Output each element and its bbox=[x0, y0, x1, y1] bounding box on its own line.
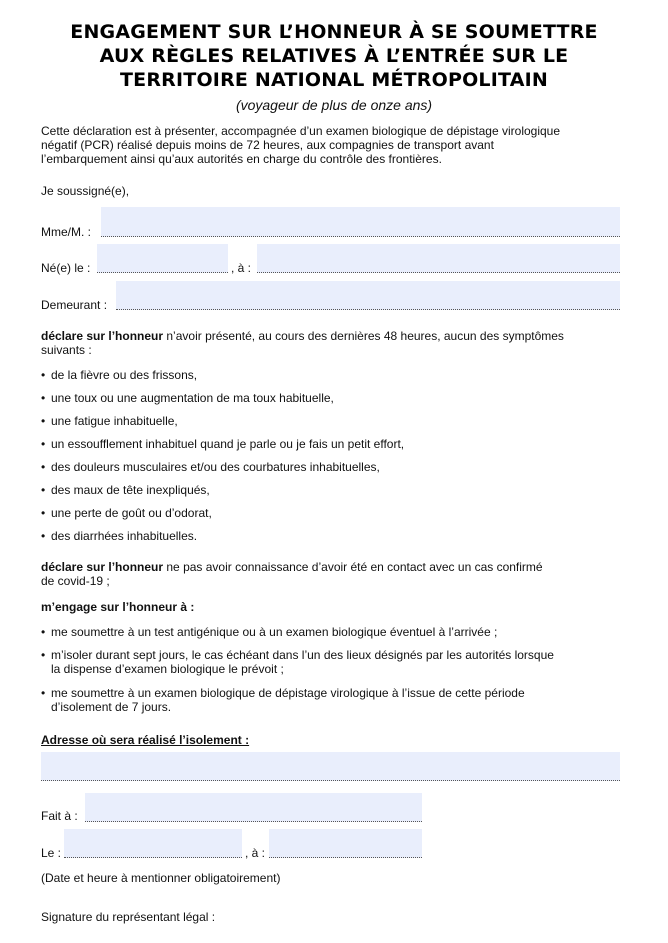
name-label: Mme/M. : bbox=[41, 225, 91, 239]
title-line: AUX RÈGLES RELATIVES À L’ENTRÉE SUR LE bbox=[99, 45, 569, 67]
symptom-text: de la fièvre ou des frissons, bbox=[51, 368, 198, 382]
intro-line: Cette déclaration est à présenter, accompagnée d’un examen biologique de dépistage virologique bbox=[41, 124, 561, 138]
bullet-mark: • bbox=[41, 391, 46, 405]
declare-text-line2: de covid-19 ; bbox=[41, 574, 110, 588]
engage-heading: m’engage sur l’honneur à : bbox=[41, 600, 195, 614]
declare-text: ne pas avoir connaissance d’avoir été en contact avec un cas confirmé bbox=[163, 560, 543, 574]
birth-date-label: Né(e) le : bbox=[41, 261, 91, 275]
declaration-symptoms bbox=[41, 329, 631, 357]
bullet-mark: • bbox=[41, 460, 46, 474]
symptom-text: des maux de tête inexpliqués, bbox=[51, 483, 210, 497]
declaration-contact bbox=[41, 560, 631, 588]
title-line: TERRITOIRE NATIONAL MÉTROPOLITAIN bbox=[120, 69, 548, 91]
date-field[interactable] bbox=[64, 829, 242, 858]
declare-bold: déclare sur l’honneur bbox=[41, 329, 164, 343]
bullet-mark: • bbox=[41, 483, 46, 497]
bullet-mark: • bbox=[41, 414, 46, 428]
birth-place-field[interactable] bbox=[257, 244, 620, 273]
form-subtitle: (voyageur de plus de onze ans) bbox=[235, 97, 433, 113]
bullet-mark: • bbox=[41, 686, 46, 700]
engagement-item bbox=[41, 625, 497, 639]
intro-line: l’embarquement ainsi qu’aux autorités en charge du contrôle des frontières. bbox=[41, 152, 442, 166]
fait-a-label: Fait à : bbox=[41, 809, 78, 823]
symptom-item bbox=[41, 460, 380, 474]
symptom-item bbox=[41, 506, 212, 520]
date-note: (Date et heure à mentionner obligatoirement) bbox=[41, 871, 281, 885]
engagement-text-cont: la dispense d’examen biologique le prévoit ; bbox=[51, 662, 284, 676]
engagement-text: me soumettre à un examen biologique de dépistage virologique à l’issue de cette période bbox=[51, 686, 525, 700]
time-field[interactable] bbox=[269, 829, 422, 858]
bullet-mark: • bbox=[41, 529, 46, 543]
engagement-text: m’isoler durant sept jours, le cas échéant dans l’un des lieux désignés par les autorités lorsque bbox=[51, 648, 554, 662]
symptom-text: une perte de goût ou d’odorat, bbox=[51, 506, 212, 520]
symptom-item bbox=[41, 437, 404, 451]
symptom-text: des douleurs musculaires et/ou des courbatures inhabituelles, bbox=[51, 460, 380, 474]
signature-label: Signature du représentant légal : bbox=[41, 910, 216, 924]
intro-paragraph bbox=[41, 124, 631, 166]
declare-text: n’avoir présenté, au cours des dernières 48 heures, aucun des symptômes bbox=[163, 329, 564, 343]
date-label: Le : bbox=[41, 846, 62, 860]
isolation-address-field[interactable] bbox=[41, 752, 620, 781]
engagement-item bbox=[41, 686, 525, 714]
intro-line: négatif (PCR) réalisé depuis moins de 72 heures, aux compagnies de transport avant bbox=[41, 138, 494, 152]
bullet-mark: • bbox=[41, 437, 46, 451]
name-field[interactable] bbox=[101, 207, 620, 237]
address-field[interactable] bbox=[116, 281, 620, 310]
symptom-text: un essoufflement inhabituel quand je parle ou je fais un petit effort, bbox=[51, 437, 405, 451]
engagement-item bbox=[41, 648, 554, 676]
form-title bbox=[20, 20, 648, 92]
bullet-mark: • bbox=[41, 625, 46, 639]
birth-place-label: , à : bbox=[231, 261, 252, 275]
engagement-text-cont: d’isolement de 7 jours. bbox=[51, 700, 172, 714]
time-label: , à : bbox=[245, 846, 266, 860]
bullet-mark: • bbox=[41, 506, 46, 520]
symptom-item bbox=[41, 391, 334, 405]
birth-date-field[interactable] bbox=[97, 244, 228, 273]
bullet-mark: • bbox=[41, 368, 46, 382]
bullet-mark: • bbox=[41, 648, 46, 662]
symptom-text: une fatigue inhabituelle, bbox=[51, 414, 178, 428]
isolation-address-heading: Adresse où sera réalisé l’isolement : bbox=[41, 733, 250, 747]
symptom-item bbox=[41, 368, 197, 382]
declare-text-line2: suivants : bbox=[41, 343, 92, 357]
soussigne-text: Je soussigné(e), bbox=[41, 184, 130, 198]
declare-bold: déclare sur l’honneur bbox=[41, 560, 164, 574]
title-line: ENGAGEMENT SUR L’HONNEUR À SE SOUMETTRE bbox=[70, 21, 598, 43]
engagement-text: me soumettre à un test antigénique ou à un examen biologique éventuel à l’arrivée ; bbox=[51, 625, 498, 639]
symptom-text: des diarrhées inhabituelles. bbox=[51, 529, 198, 543]
symptom-item bbox=[41, 529, 197, 543]
symptom-item bbox=[41, 414, 178, 428]
fait-a-field[interactable] bbox=[85, 793, 422, 822]
address-label: Demeurant : bbox=[41, 298, 108, 312]
symptom-text: une toux ou une augmentation de ma toux habituelle, bbox=[51, 391, 334, 405]
symptom-item bbox=[41, 483, 210, 497]
